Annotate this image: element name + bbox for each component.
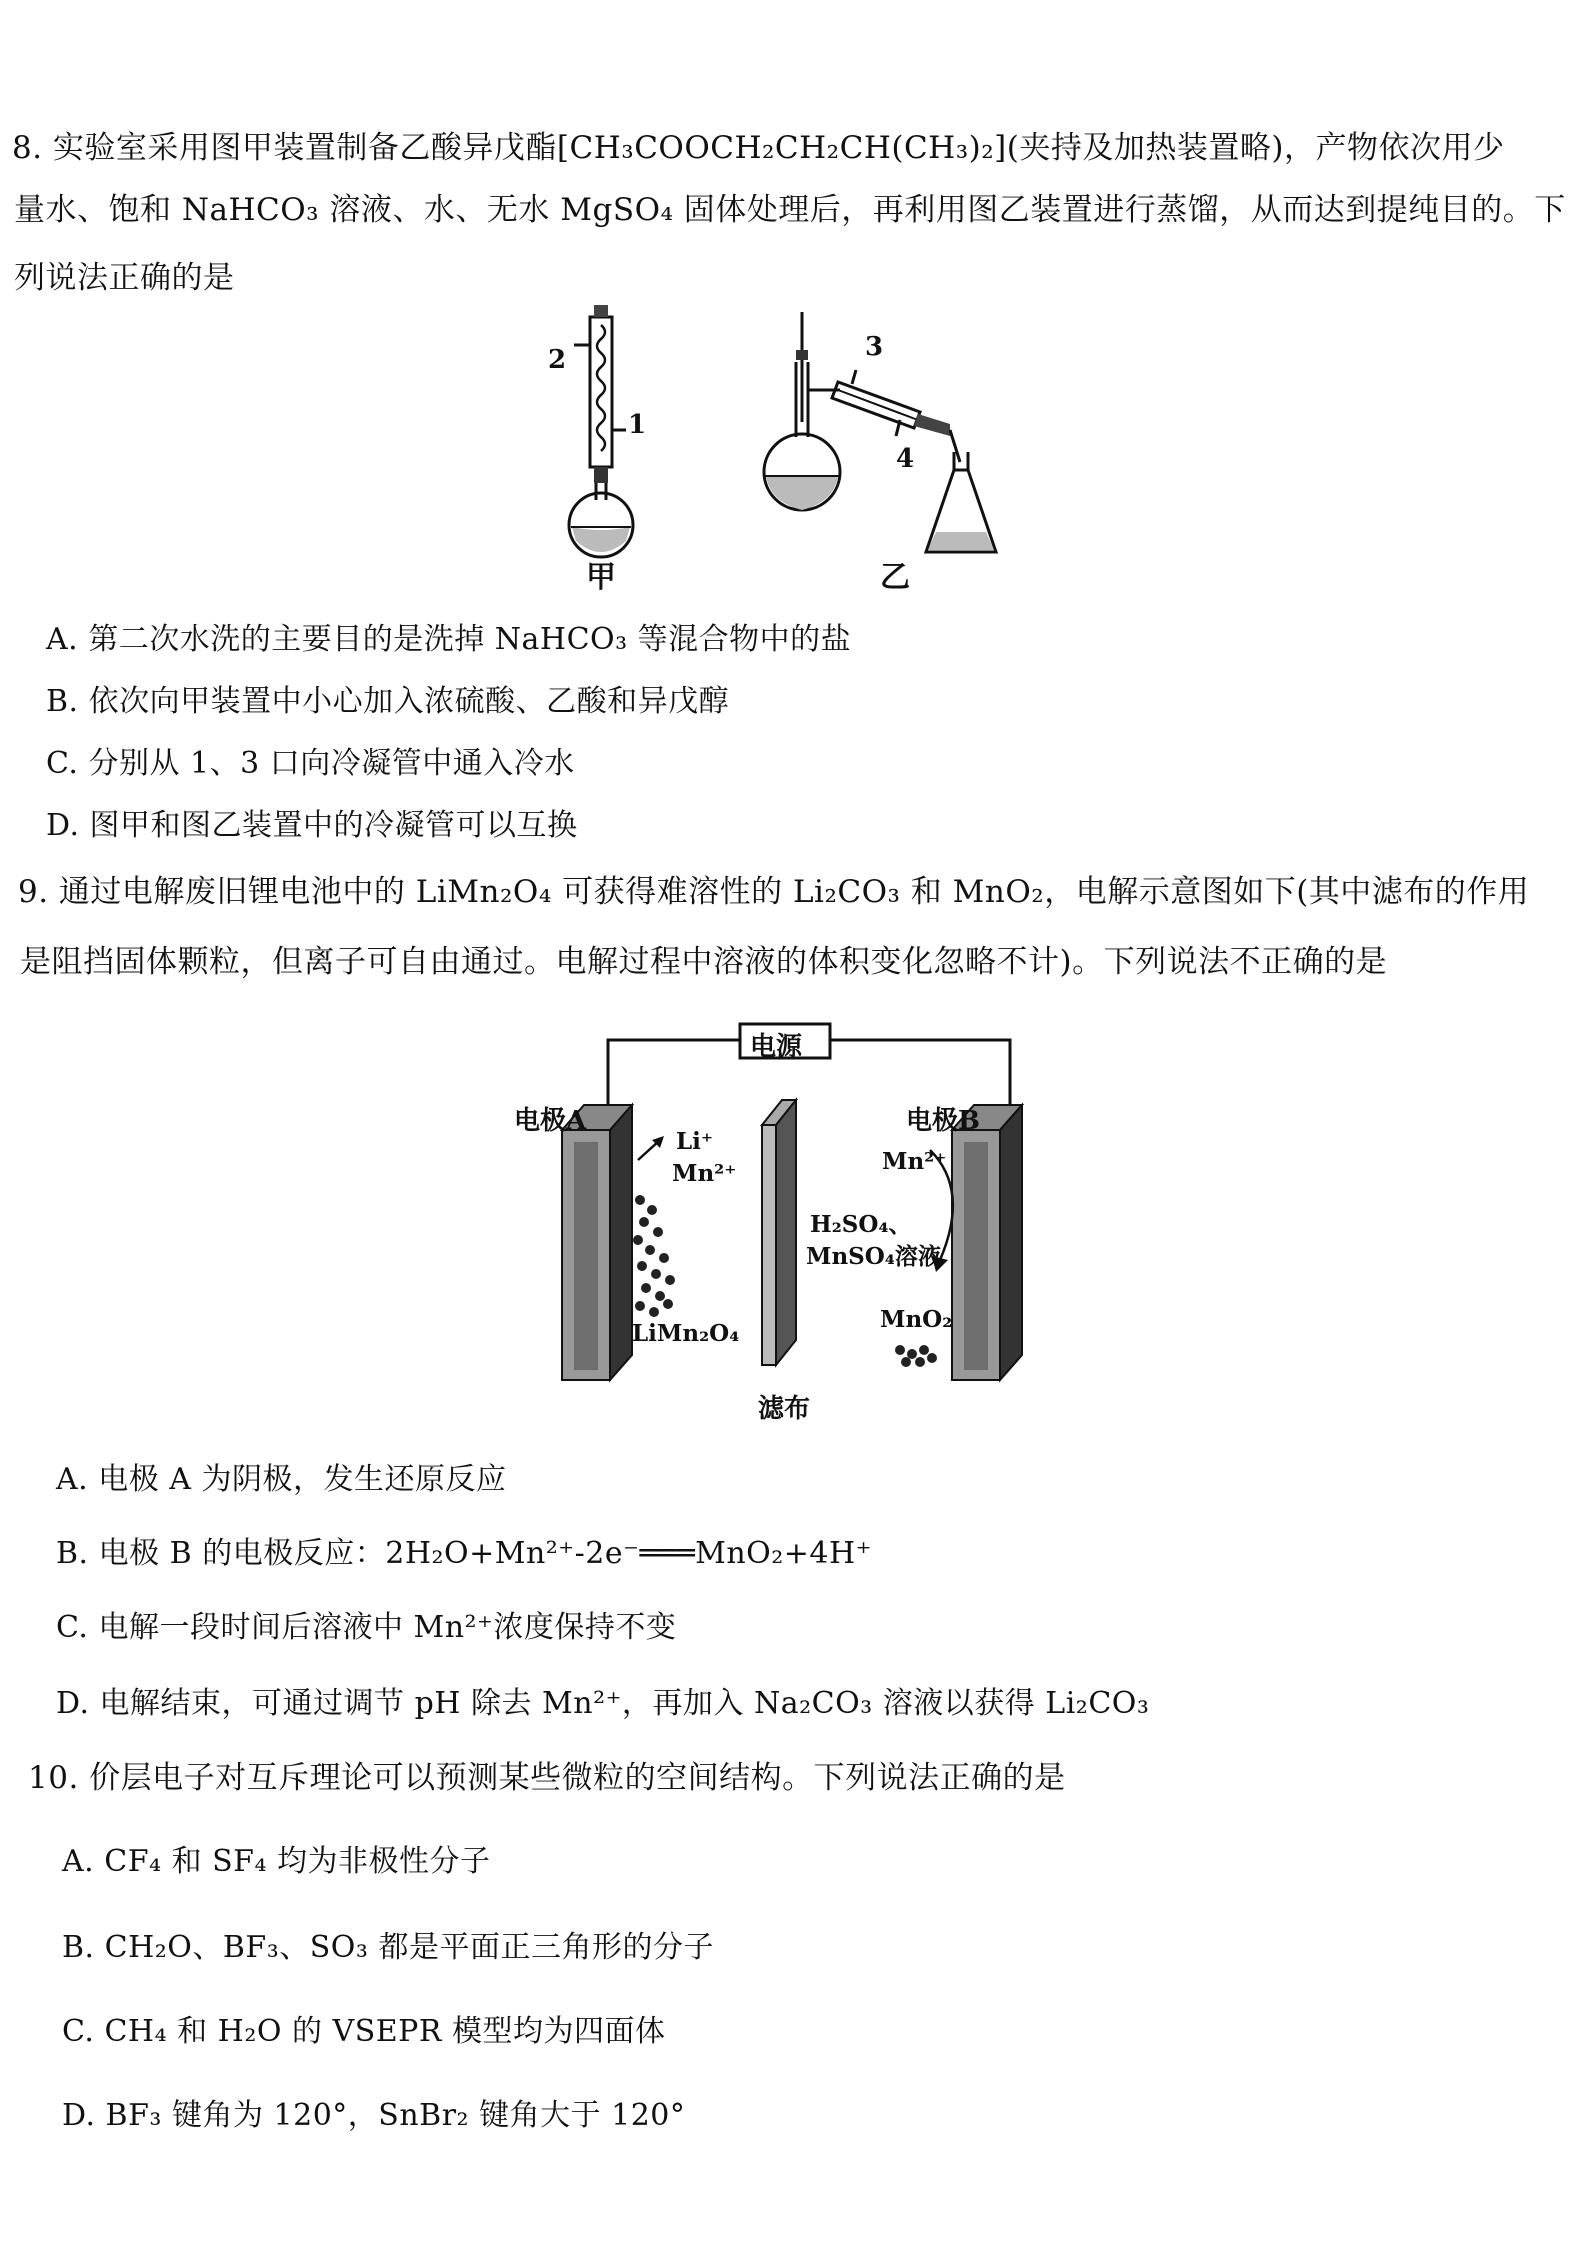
- mno2-label: MnO₂: [880, 1306, 953, 1333]
- q8-option-d: D. 图甲和图乙装置中的冷凝管可以互换: [46, 808, 578, 843]
- mn-ion-right-label: Mn²⁺: [882, 1148, 947, 1175]
- q9-stem-line-2: 是阻挡固体颗粒，但离子可自由通过。电解过程中溶液的体积变化忽略不计)。下列说法不正确的是: [20, 944, 1388, 980]
- mn-ion-left-label: Mn²⁺: [672, 1160, 737, 1187]
- q8-option-b: B. 依次向甲装置中小心加入浓硫酸、乙酸和异戊醇: [46, 684, 730, 719]
- electrode-b-label: 电极B: [906, 1106, 980, 1136]
- figure-jia-caption: 甲: [586, 560, 616, 595]
- yi-port-3-label: 3: [865, 332, 884, 362]
- q10-option-c: C. CH₄ 和 H₂O 的 VSEPR 模型均为四面体: [62, 2014, 666, 2049]
- limn2o4-label: LiMn₂O₄: [632, 1320, 740, 1347]
- figure-yi-caption: 乙: [880, 560, 910, 595]
- solution-label-line-2: MnSO₄溶液: [806, 1243, 941, 1270]
- distillation-apparatus-drawing: [760, 312, 1010, 562]
- figure-electrolysis-diagram: [500, 1010, 1080, 1430]
- q8-option-a: A. 第二次水洗的主要目的是洗掉 NaHCO₃ 等混合物中的盐: [46, 622, 852, 657]
- q8-stem-line-2: 量水、饱和 NaHCO₃ 溶液、水、无水 MgSO₄ 固体处理后，再利用图乙装置进行蒸馏，从而达到提纯目的。下: [14, 192, 1566, 228]
- q10-option-d: D. BF₃ 键角为 120°，SnBr₂ 键角大于 120°: [62, 2098, 686, 2133]
- q8-stem-line-3: 列说法正确的是: [14, 260, 235, 296]
- q8-stem-line-1: 8. 实验室采用图甲装置制备乙酸异戊酯[CH₃COOCH₂CH₂CH(CH₃)₂](夹持及加热装置略)，产物依次用少: [12, 130, 1505, 166]
- jia-port-2-label: 2: [548, 345, 567, 375]
- jia-port-1-label: 1: [628, 410, 647, 440]
- q9-option-b: B. 电极 B 的电极反应：2H₂O+Mn²⁺-2e⁻═══MnO₂+4H⁺: [56, 1536, 873, 1571]
- q8-option-c: C. 分别从 1、3 口向冷凝管中通入冷水: [46, 746, 575, 781]
- li-ion-label: Li⁺: [676, 1128, 714, 1155]
- q10-option-a: A. CF₄ 和 SF₄ 均为非极性分子: [62, 1844, 491, 1879]
- q10-stem-line-1: 10. 价层电子对互斥理论可以预测某些微粒的空间结构。下列说法正确的是: [28, 1760, 1066, 1796]
- power-source-label: 电源: [750, 1032, 803, 1062]
- filter-cloth-label: 滤布: [758, 1394, 811, 1424]
- electrode-a-label: 电极A: [514, 1106, 587, 1136]
- figure-jia-reflux-apparatus: [540, 305, 670, 565]
- q9-stem-line-1: 9. 通过电解废旧锂电池中的 LiMn₂O₄ 可获得难溶性的 Li₂CO₃ 和 MnO₂，电解示意图如下(其中滤布的作用: [18, 874, 1530, 910]
- q10-option-b: B. CH₂O、BF₃、SO₃ 都是平面正三角形的分子: [62, 1930, 714, 1965]
- solution-label-line-1: H₂SO₄、: [810, 1211, 912, 1238]
- q9-option-d: D. 电解结束，可通过调节 pH 除去 Mn²⁺，再加入 Na₂CO₃ 溶液以获得 Li₂CO₃: [56, 1686, 1150, 1721]
- figure-yi-distillation-apparatus: [760, 312, 1010, 562]
- electrolysis-drawing: [500, 1010, 1080, 1430]
- q9-option-a: A. 电极 A 为阴极，发生还原反应: [56, 1462, 507, 1497]
- q9-option-c: C. 电解一段时间后溶液中 Mn²⁺浓度保持不变: [56, 1610, 677, 1645]
- reflux-apparatus-drawing: [540, 305, 670, 565]
- yi-port-4-label: 4: [896, 444, 915, 474]
